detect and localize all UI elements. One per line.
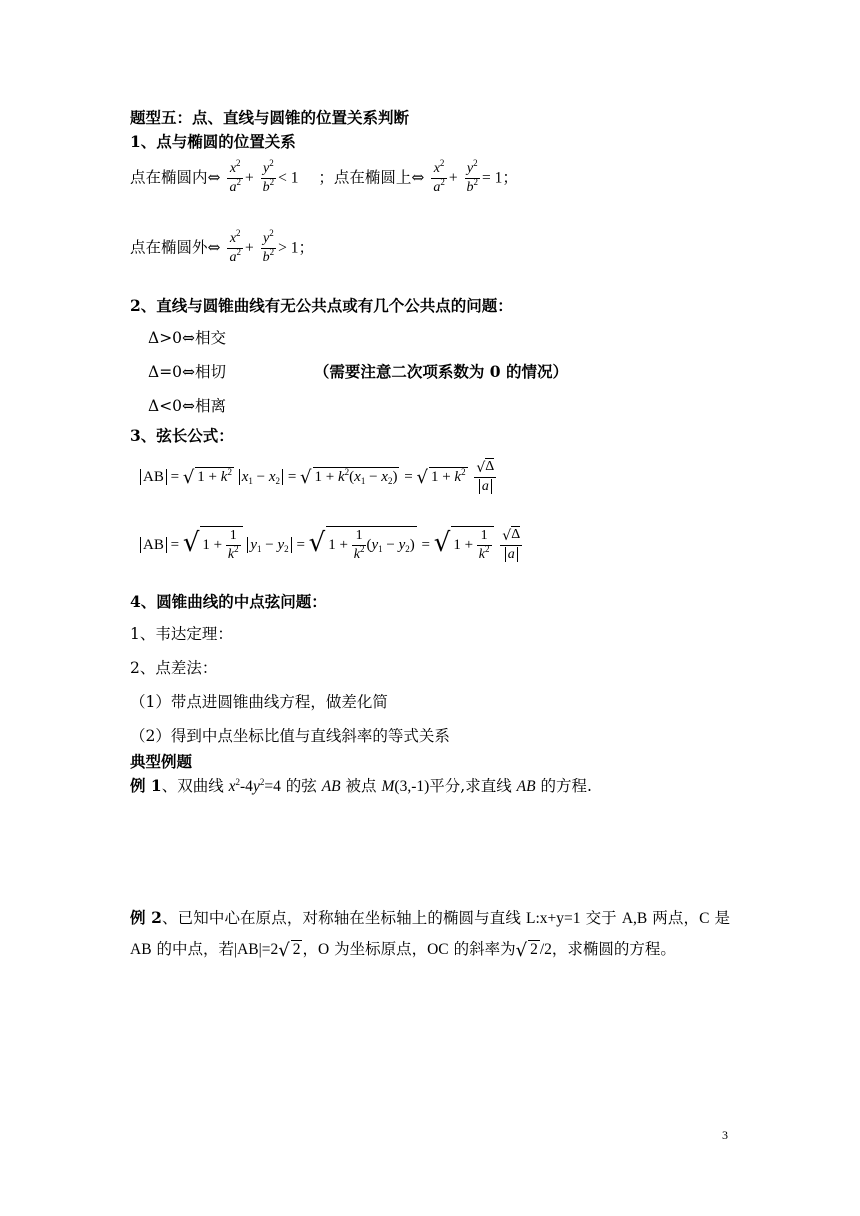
example-1: 例 1、双曲线 $x^2-4y^2=4$ 的弦 AB 被点 M(3,-1)平分,求直线 AB 的方程. — [130, 776, 592, 795]
delta-gt: Δ>0⇔相交 — [148, 329, 227, 347]
formula-outside: 点在椭圆外⇔ $\frac{x^2}{a^2}$ + $\frac{y^2}{b^2}$ > 1； — [130, 228, 314, 265]
delta-eq: Δ=0⇔相切 — [148, 363, 227, 381]
example-1-label: 例 1 — [130, 776, 162, 795]
method-step-1: （1）带点进圆锥曲线方程，做差化简 — [130, 693, 388, 711]
method-point-diff: 2、点差法： — [130, 659, 218, 677]
delta-eq-row — [148, 362, 568, 382]
chord-formula-y: AB = √ 1 + $\frac{1}{k^2}$ $y_1 - y_2$ = √ 1 + $\frac{1}{k^2}$ $(y_1 - y_2)$ = √ 1 + $\frac{1}{k^2}$ $\frac{√\Delta}{a}$ — [140, 526, 524, 564]
section-title: 题型五：点、直线与圆锥的位置关系判断 — [130, 108, 410, 127]
heading-line-conic: 2、直线与圆锥曲线有无公共点或有几个公共点的问题： — [130, 296, 513, 315]
heading-chord-length: 3、弦长公式： — [130, 426, 234, 445]
heading-midpoint-chord: 4、圆锥曲线的中点弦问题： — [130, 592, 327, 611]
delta-note: （需要注意二次项系数为 0 的情况） — [313, 362, 568, 381]
examples-title: 典型例题 — [130, 752, 193, 771]
heading-point-ellipse: 1、点与椭圆的位置关系 — [130, 132, 296, 151]
example-2: 例 2、已知中心在原点，对称轴在坐标轴上的椭圆与直线 L:x+y=1 交于 A,B 两点，C 是 AB 的中点，若|AB|=2√ 2 ，O 为坐标原点，OC 的斜率为√ 2 /2，求椭圆的方程。 — [130, 908, 730, 961]
example-2-label: 例 2 — [130, 908, 162, 927]
chord-formula-x: AB = √ $1 + k^2$ $x_1 - x_2$ = √ $1 + k^2(x_1 - x_2)$ = √ $1 + k^2$ $\frac{√\Delta}{a}$ — [140, 458, 498, 496]
page-number: 3 — [722, 1128, 728, 1142]
on-label: ；点在椭圆上⇔ — [318, 168, 425, 187]
method-vieta: 1、韦达定理： — [130, 625, 233, 643]
formula-inside-on: 点在椭圆内⇔ $\frac{x^2}{a^2}$ + $\frac{y^2}{b^2}$ < 1 ；点在椭圆上⇔ $\frac{x^2}{a^2}$ + $\frac{y^2}{b^2}$ = 1； — [130, 158, 518, 195]
outside-label: 点在椭圆外⇔ — [130, 238, 221, 257]
method-step-2: （2）得到中点坐标比值与直线斜率的等式关系 — [130, 727, 450, 745]
inside-label: 点在椭圆内⇔ — [130, 168, 221, 187]
delta-lt: Δ<0⇔相离 — [148, 397, 227, 415]
